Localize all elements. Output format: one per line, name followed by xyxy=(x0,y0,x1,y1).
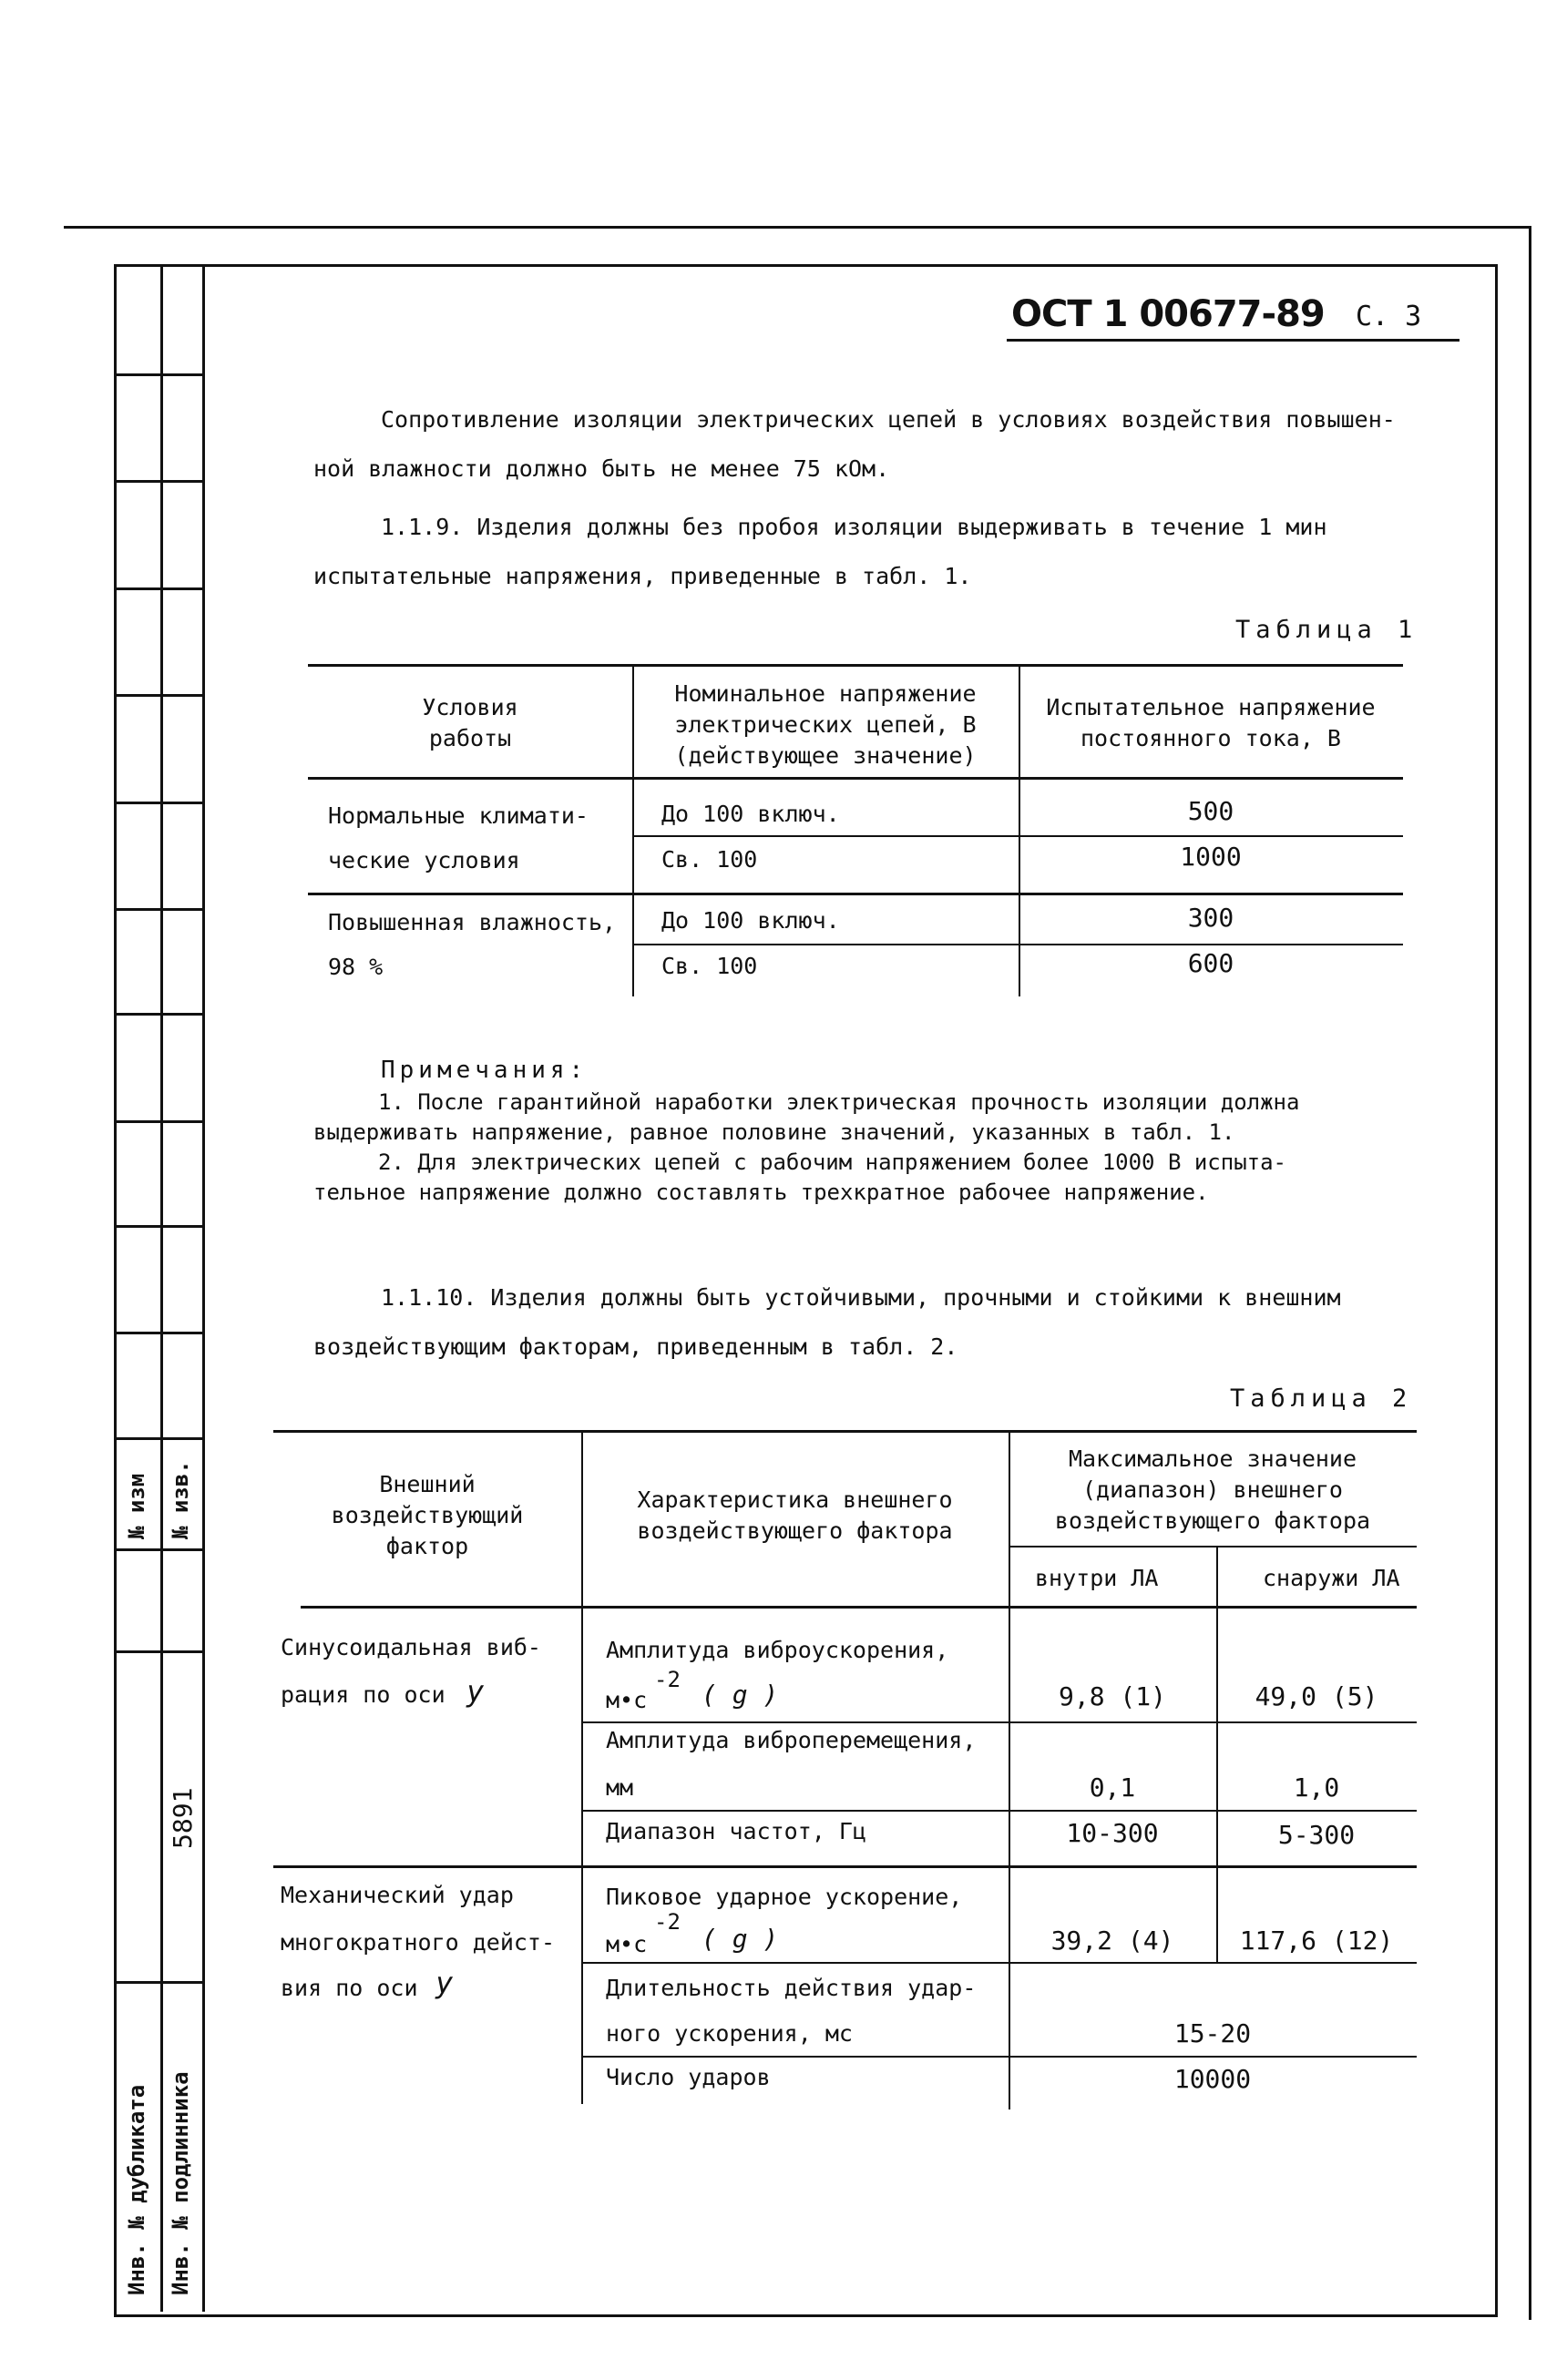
table1-row1-nominal: До 100 включ. xyxy=(661,801,840,827)
table2-vib-r2-outside: 1,0 xyxy=(1293,1772,1340,1803)
table2-vib-factor-1: Синусоидальная виб- xyxy=(281,1634,541,1660)
intro-line-2: ной влажности должно быть не менее 75 кОм. xyxy=(313,455,890,482)
para-1110-line-1: 1.1.10. Изделия должны быть устойчивыми, прочными и стойкими к внешним xyxy=(381,1284,1341,1311)
table1-caption: Таблица 1 xyxy=(1235,616,1418,644)
table1-row2-test: 1000 xyxy=(1180,842,1242,872)
table2-shock-r1-unit: м•с xyxy=(606,1931,648,1957)
para-119-line-2: испытательные напряжения, приведенные в табл. 1. xyxy=(313,563,972,589)
side-label-izm: № изм xyxy=(124,1473,149,1539)
table2-vib-axis: y xyxy=(466,1674,485,1709)
table1-row3-test: 300 xyxy=(1187,903,1234,933)
table1-row2-nominal: Св. 100 xyxy=(661,846,758,873)
table2-header-characteristic: Характеристика внешнего воздействующего фактора xyxy=(637,1486,953,1544)
header-underline xyxy=(1007,339,1459,342)
table2-header-inside: внутри ЛА xyxy=(1035,1565,1159,1591)
table1-row4-test: 600 xyxy=(1187,948,1234,978)
table2-vib-r2-line-1: Амплитуда виброперемещения, xyxy=(606,1727,977,1753)
table2-shock-r2-line-2: ного ускорения, мс xyxy=(606,2020,853,2047)
note-1-line-1: 1. После гарантийной наработки электрическая прочность изоляции должна xyxy=(378,1089,1300,1115)
table2-shock-r1-outside: 117,6 (12) xyxy=(1239,1925,1394,1956)
table2-header-factor: Внешний воздействующий фактор xyxy=(331,1471,524,1559)
table2-shock-axis: y xyxy=(435,1966,454,2000)
side-inventory-number: 5891 xyxy=(168,1787,198,1849)
table1-header-conditions: Условия работы xyxy=(422,694,518,751)
table2-vib-r3-inside: 10-300 xyxy=(1066,1818,1159,1848)
side-label-inv-podl: Инв. № подлинника xyxy=(168,2071,193,2295)
table2-vib-r1-inside: 9,8 (1) xyxy=(1058,1681,1166,1711)
table2-shock-r3-value: 10000 xyxy=(1173,2064,1252,2094)
table1-cond-normal-2: ческие условия xyxy=(328,847,520,873)
table2-shock-r1-inside: 39,2 (4) xyxy=(1050,1925,1174,1956)
side-label-izv: № изв. xyxy=(168,1460,193,1539)
table2-shock-r1-line-1: Пиковое ударное ускорение, xyxy=(606,1884,963,1910)
table2-vib-r2-unit: мм xyxy=(606,1774,634,1801)
page-number: С. 3 xyxy=(1356,301,1422,332)
table1-row1-test: 500 xyxy=(1187,796,1234,826)
table1-cond-humid-1: Повышенная влажность, xyxy=(328,909,617,935)
table2-shock-factor-3: вия по оси xyxy=(281,1975,418,2001)
note-1-line-2: выдерживать напряжение, равное половине значений, указанных в табл. 1. xyxy=(313,1119,1235,1145)
table2-shock-r2-value: 15-20 xyxy=(1173,2018,1252,2048)
table2-vib-r1-exponent: -2 xyxy=(654,1667,681,1692)
side-strip-line-1 xyxy=(114,264,117,2312)
table2-vib-r1-g: ( g ) xyxy=(702,1680,779,1710)
table1-cond-humid-2: 98 % xyxy=(328,954,384,980)
table2-vib-r1-unit: м•с xyxy=(606,1687,648,1713)
table2-vib-r3-outside: 5-300 xyxy=(1277,1820,1356,1850)
side-strip-line-3 xyxy=(202,264,205,2312)
table2-caption: Таблица 2 xyxy=(1230,1384,1413,1413)
table2-vib-r3: Диапазон частот, Гц xyxy=(606,1818,866,1844)
table1-cond-normal-1: Нормальные климати- xyxy=(328,802,589,829)
note-2-line-2: тельное напряжение должно составлять трехкратное рабочее напряжение. xyxy=(313,1180,1209,1205)
table2-shock-r2-line-1: Длительность действия удар- xyxy=(606,1975,977,2001)
table2-vib-r2-inside: 0,1 xyxy=(1089,1772,1136,1803)
note-2-line-1: 2. Для электрических цепей с рабочим напряжением более 1000 В испыта- xyxy=(378,1149,1286,1175)
table1-header-nominal: Номинальное напряжение электрических цепей, В (действующее значение) xyxy=(674,680,977,769)
table2-shock-r1-exponent: -2 xyxy=(654,1909,681,1935)
table1-row3-nominal: До 100 включ. xyxy=(661,907,840,934)
table2-shock-r3: Число ударов xyxy=(606,2064,771,2090)
table2-vib-factor-2: рация по оси xyxy=(281,1681,446,1708)
side-label-inv-dubl: Инв. № дубликата xyxy=(124,2084,149,2295)
para-119-line-1: 1.1.9. Изделия должны без пробоя изоляции выдерживать в течение 1 мин xyxy=(381,514,1327,540)
notes-title: Примечания: xyxy=(381,1057,589,1084)
table2-vib-r1-outside: 49,0 (5) xyxy=(1255,1681,1378,1711)
para-1110-line-2: воздействующим факторам, приведенным в табл. 2. xyxy=(313,1333,958,1360)
side-strip-line-2 xyxy=(160,264,163,2312)
table2-header-outside: снаружи ЛА xyxy=(1263,1565,1400,1591)
table2-header-max: Максимальное значение (диапазон) внешнего воздействующего фактора xyxy=(1054,1445,1371,1534)
doc-code: ОСТ 1 00677-89 xyxy=(1011,293,1325,335)
table1-header-test: Испытательное напряжение постоянного тока, В xyxy=(1046,694,1376,751)
table2-vib-r1-line-1: Амплитуда виброускорения, xyxy=(606,1637,949,1663)
table2-shock-factor-1: Механический удар xyxy=(281,1882,514,1908)
table2-shock-r1-g: ( g ) xyxy=(702,1924,779,1954)
table2-shock-factor-2: многократного дейст- xyxy=(281,1929,556,1956)
intro-line-1: Сопротивление изоляции электрических цепей в условиях воздействия повышен- xyxy=(381,406,1396,433)
table1-row4-nominal: Св. 100 xyxy=(661,953,758,979)
